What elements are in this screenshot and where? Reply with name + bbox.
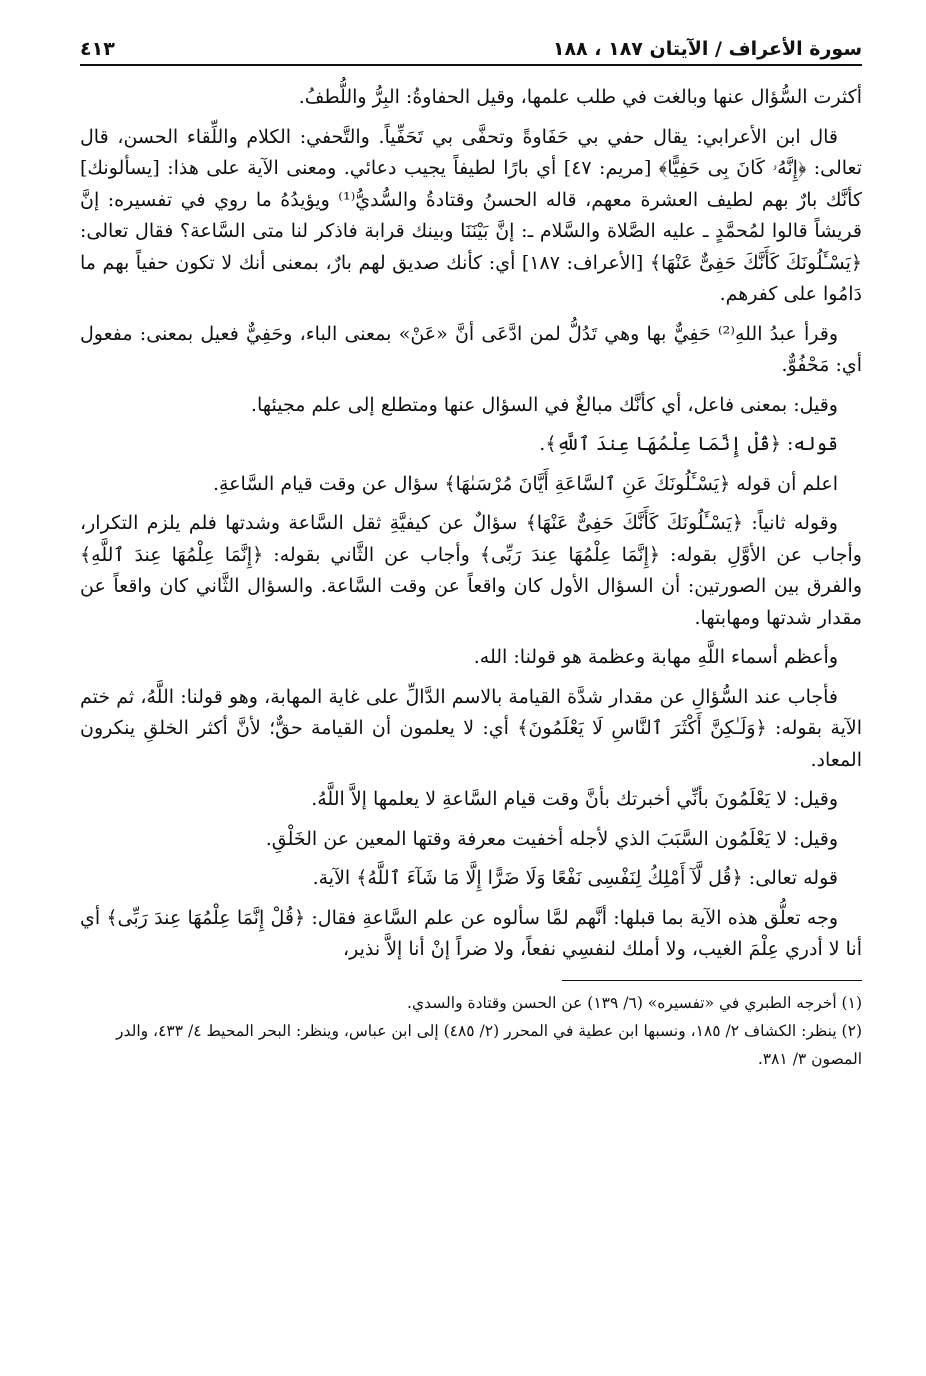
main-text (80, 82, 862, 966)
paragraph: اعلم أن قوله ﴿يَسْـَٔلُونَكَ عَنِ ٱلسَّاعَةِ أَيَّانَ مُرْسَىٰهَا﴾ سؤال عن وقت قيام السَّاعةِ. (212, 472, 838, 495)
paragraph: قال ابن الأعرابي: يقال حفي بي حَفَاوةً وتحفَّى بي تَحَفِّياً. والتَّحفي: الكلام واللِّقاء الحسن، قال تعالى: ﴿إِنَّهُۥ كَانَ بِى حَفِيًّا﴾ [مريم: ٤٧] أي بارًا لطيفاً يجيب دعائي. ومعنى الآية على هذا: [يسألونك] كأنَّك بارٌ بهم لطيف العشرة معهم، قاله الحسنُ وقتادةُ والسُّديُّ⁽¹⁾ ويؤيدُهُ ما روي في تفسيره: إنَّ قريشاً قالوا لمُحمَّدٍ ـ عليه الصَّلاة والسَّلام ـ: إنَّ بَيْنَنَا وبينك قرابة فاذكر لنا متى السَّاعة؟ فقال تعالى: ﴿يَسْـَٔلُونَكَ كَأَنَّكَ حَفِىٌّ عَنْهَا﴾ [الأعراف: ١٨٧] أي: كأنك صديق لهم بارٌ، بمعنى أنك لا تكون حفياً بهم ما دَامُوا على كفرهم. (80, 125, 863, 305)
paragraph: وجه تعلُّق هذه الآية بما قبلها: أنَّهم لمَّا سألوه عن علم السَّاعةِ فقال: ﴿قُلْ إِنَّمَا عِلْمُهَا عِندَ رَبِّى﴾ أي أنا لا أدري عِلْمَ الغيب، ولا أملك لنفسِي نفعاً، ولا ضراً إنْ أنا إلاَّ نذير، (80, 906, 862, 960)
footnote-divider (562, 980, 862, 981)
paragraph: فأجاب عند السُّؤالِ عن مقدار شدَّة القيامة بالاسم الدَّالِّ على غاية المهابة، وهو قولنا: اللَّهُ، ثم ختم الآية بقوله: ﴿وَلَـٰكِنَّ أَكْثَرَ ٱلنَّاسِ لَا يَعْلَمُونَ﴾ أي: لا يعلمون أن القيامة حقٌّ؛ لأنَّ أكثر الخلقِ ينكرون المعاد. (80, 685, 862, 771)
running-header (80, 30, 862, 66)
page-number: ٤١٣ (80, 38, 115, 60)
paragraph: وأعظم أسماء اللَّهِ مهابة وعظمة هو قولنا: الله. (473, 646, 838, 668)
header-title: سورة الأعراف / الآيتان ١٨٧ ، ١٨٨ (552, 38, 862, 60)
paragraph: قوله تعالى: ﴿قُل لَّآ أَمْلِكُ لِنَفْسِى نَفْعًا وَلَا ضَرًّا إِلَّا مَا شَآءَ ٱللَّهُ﴾ الآية. (312, 867, 838, 889)
footnotes (80, 989, 862, 1073)
paragraph: وقيل: لا يَعْلَمُون السَّبَبَ الذي لأجله أخفيت معرفة وقتها المعين عن الخَلْقِ. (265, 827, 838, 850)
paragraph: وقوله ثانياً: ﴿يَسْـَٔلُونَكَ كَأَنَّكَ حَفِىٌّ عَنْهَا﴾ سؤالٌ عن كيفيَّةِ ثقل السَّاعة وشدتها فلم يلزم التكرار، وأجاب عن الأوَّلِ بقوله: ﴿إِنَّمَا عِلْمُهَا عِندَ رَبِّى﴾ وأجاب عن الثَّاني بقوله: ﴿إِنَّمَا عِلْمُهَا عِندَ ٱللَّهِ﴾ والفرق بين الصورتين: أن السؤال الأول كان واقعاً عن وقت السَّاعة. والسؤال الثَّاني كان واقعاً عن مقدار شدتها ومهابتها. (80, 512, 862, 629)
footnote: (٢) ينظر: الكشاف ٢/ ١٨٥، ونسبها ابن عطية في المحرر (٢/ ٤٨٥) إلى ابن عباس، وينظر: البحر المحيط ٤/ ٤٣٣، والدر المصون ٣/ ٣٨١. (116, 1021, 862, 1068)
paragraph: أكثرت السُّؤال عنها وبالغت في طلب علمها، وقيل الحفاوةُ: البِرُّ واللُّطفُ. (298, 86, 862, 108)
footnote: (١) أخرجه الطبري في «تفسيره» (٦/ ١٣٩) عن الحسن وقتادة والسدي. (407, 993, 862, 1012)
paragraph: وقيل: بمعنى فاعل، أي كأنَّك مبالغٌ في السؤال عنها ومتطلع إلى علم مجيئها. (250, 393, 838, 416)
paragraph: وقرأ عبدُ اللهِ⁽²⁾ حَفِيٌّ بها وهي تَدُلُّ لمن ادَّعَى أنَّ «عَنْ» بمعنى الباء، وحَفِيٌّ فعيل بمعنى: مفعول أي: مَحْفُوٌّ. (80, 322, 862, 376)
paragraph: وقيل: لا يَعْلَمُونَ بأنِّي أخبرتك بأنَّ وقت قيام السَّاعةِ لا يعلمها إلاَّ اللَّهُ. (311, 788, 838, 810)
paragraph: قوله: ﴿قُلْ إِنَّمَا عِلْمُهَا عِندَ ٱللَّهِ﴾. (539, 433, 838, 455)
